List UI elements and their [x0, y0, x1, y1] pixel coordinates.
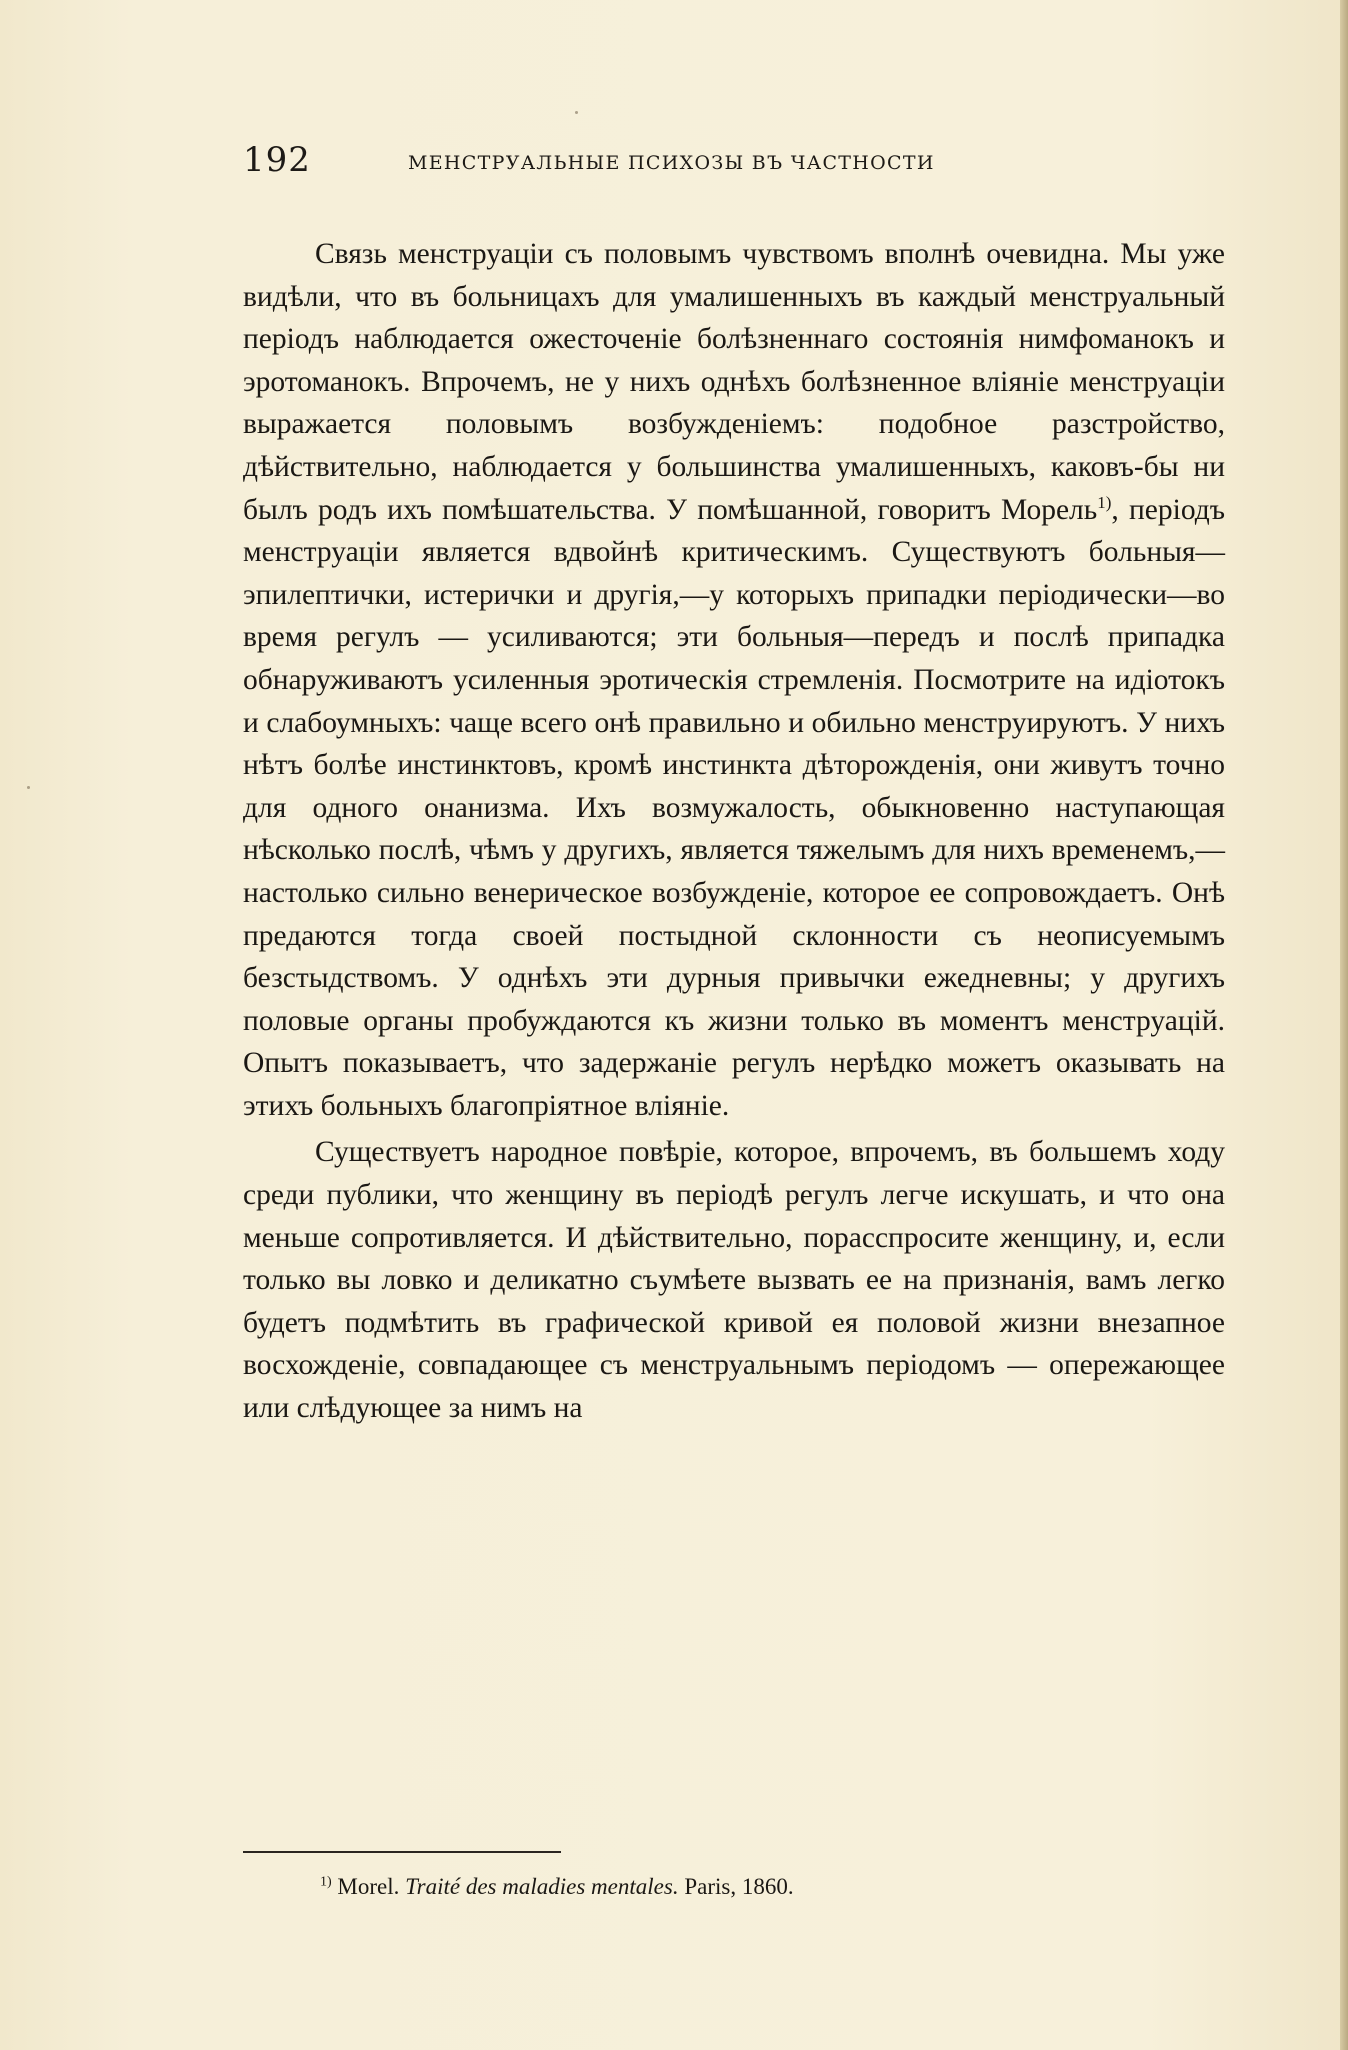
paper-speck: [575, 111, 578, 114]
running-head: МЕНСТРУАЛЬНЫЕ ПСИХОЗЫ ВЪ ЧАСТНОСТИ: [408, 152, 935, 174]
footnote-mark: 1): [320, 1874, 332, 1890]
page-edge-shadow: [1340, 0, 1348, 2050]
footnote-divider: [243, 1851, 561, 1853]
page-number: 192: [243, 140, 311, 180]
paragraph-2: Существуетъ народное повѣріе, которое, впрочемъ, въ большемъ ходу среди публики, что женщину въ періодѣ регулъ легче искушать, и что она меньше сопротивляется. И дѣйствительно, порасспросите женщину, и, если только вы ловко и деликатно съумѣете вызвать ее на признанія, вамъ легко будетъ подмѣтить въ графической кривой ея половой жизни внезапное восхожденіе, совпадающее съ менструальнымъ періодомъ — опережающее или слѣдующее за нимъ на: [243, 1136, 1225, 1425]
paragraph-1-text: Связь менструаціи съ половымъ чувствомъ вполнѣ очевидна. Мы уже видѣли, что въ больницахъ для умалишенныхъ въ каждый менструальный періодъ наблюдается ожесточеніе болѣзненнаго состоянія нимфоманокъ и эротоманокъ. Впрочемъ, не у нихъ однѣхъ болѣзненное вліяніе менструаціи выражается половымъ возбужденіемъ: подобное разстройство, дѣйствительно, наблюдается у большинства умалишенныхъ, каковъ-бы ни былъ родъ ихъ помѣшательства. У помѣшанной, говоритъ Морель: [243, 238, 1225, 526]
footnote: [320, 1872, 794, 1902]
footnote-place-year: Paris, 1860.: [684, 1874, 794, 1899]
footnote-reference: 1): [1097, 492, 1112, 512]
paragraph-1: [243, 233, 1225, 1127]
footnote-title: Traité des maladies mentales.: [405, 1874, 679, 1899]
paragraph-1-continuation: , періодъ менструаціи является вдвойнѣ критическимъ. Существуютъ больныя—эпилептички, истерички и другія,—у которыхъ припадки періодически—во время регулъ — усиливаются; эти больныя—передъ и послѣ припадка обнаруживаютъ усиленныя эротическія стремленія. Посмотрите на идіотокъ и слабоумныхъ: чаще всего онѣ правильно и обильно менструируютъ. У нихъ нѣтъ болѣе инстинктовъ, кромѣ инстинкта дѣторожденія, они живутъ точно для одного онанизма. Ихъ возмужалость, обыкновенно наступающая нѣсколько послѣ, чѣмъ у другихъ, является тяжелымъ для нихъ временемъ,—настолько сильно венерическое возбужденіе, которое ее сопровождаетъ. Онѣ предаются тогда своей постыдной склонности съ неописуемымъ безстыдствомъ. У однѣхъ эти дурныя привычки ежедневны; у другихъ половые органы пробуждаются къ жизни только въ моментъ менструацій. Опытъ показываетъ, что задержаніе регулъ нерѣдко можетъ оказывать на этихъ больныхъ благопріятное вліяніе.: [243, 493, 1225, 1122]
page-header: [243, 140, 1028, 190]
paper-speck: [27, 786, 30, 789]
footnote-author: Morel.: [337, 1874, 400, 1899]
body-text: [243, 233, 1225, 1430]
